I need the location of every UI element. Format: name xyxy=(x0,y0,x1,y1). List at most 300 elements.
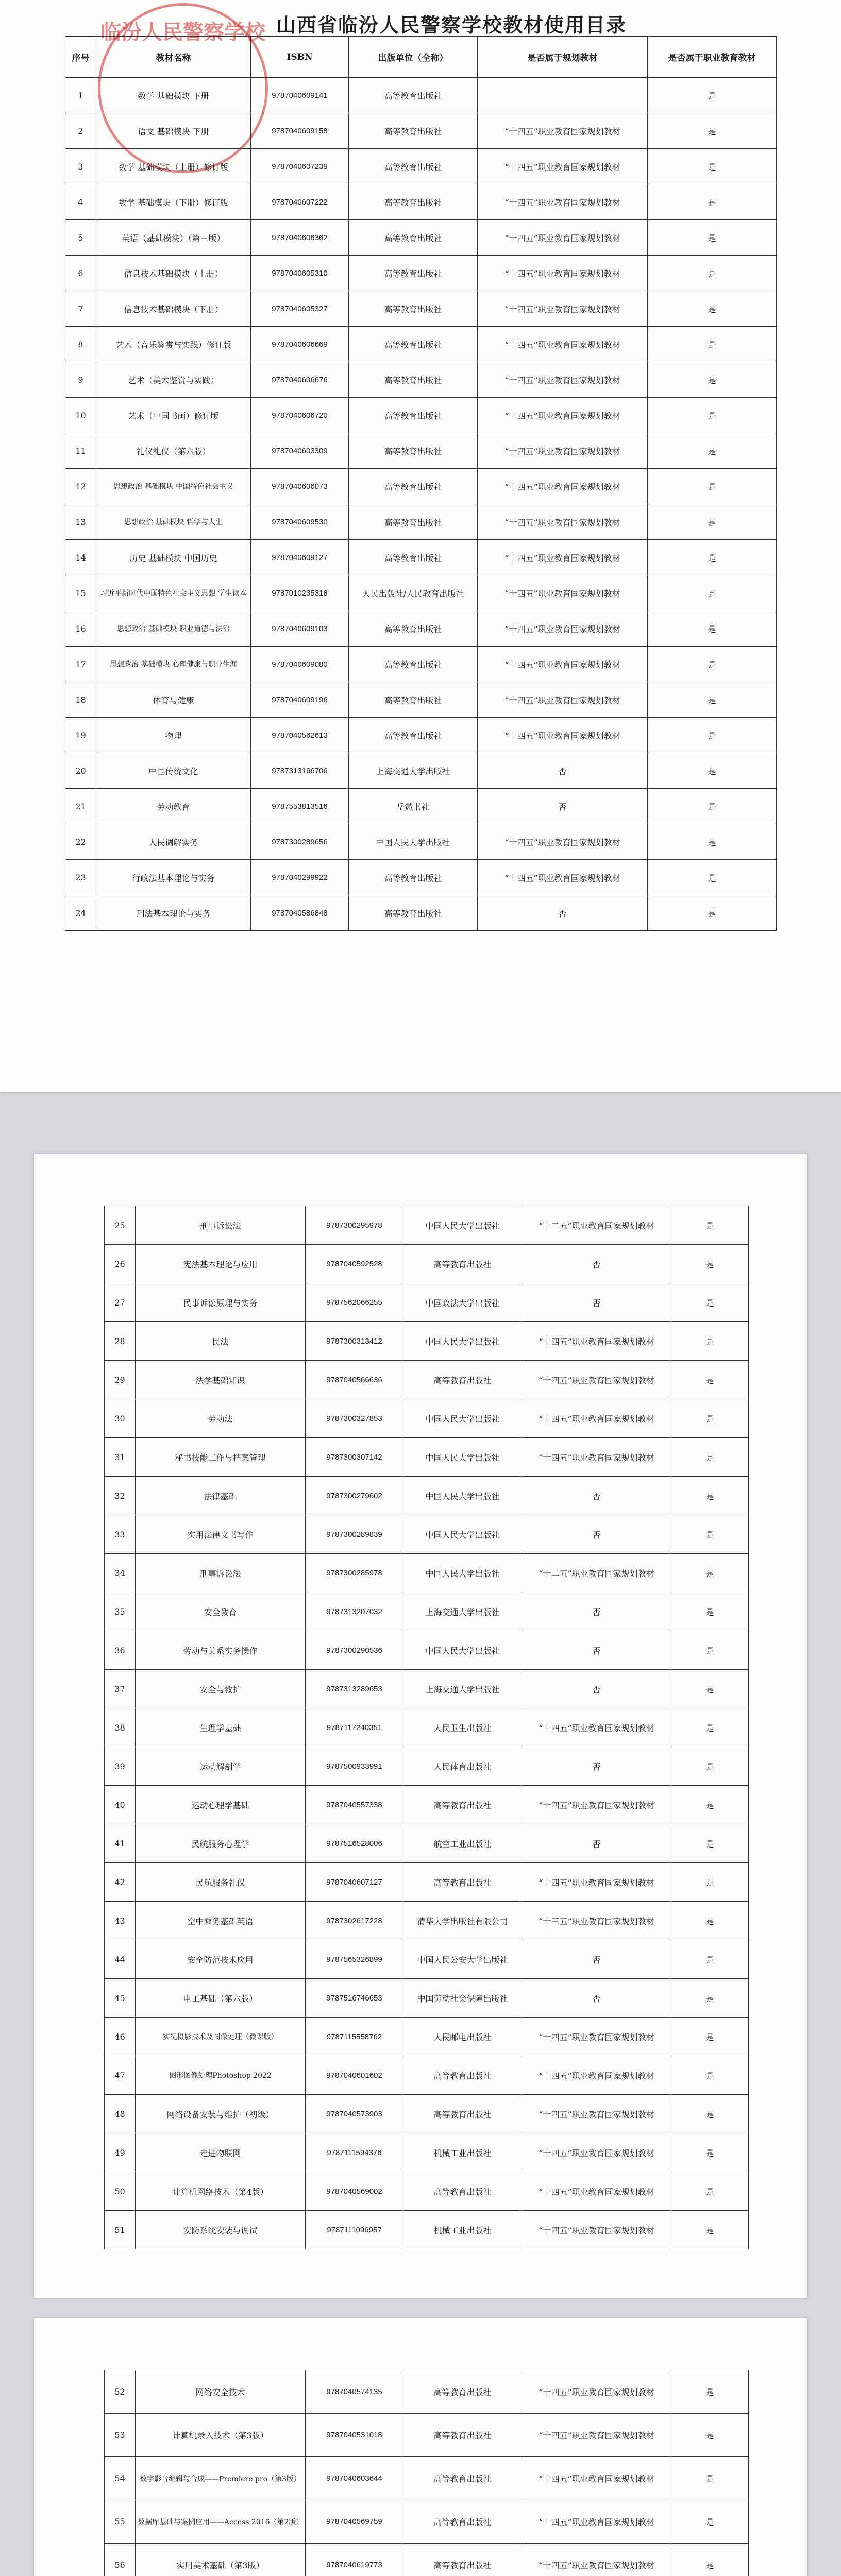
seq-cell: 48 xyxy=(105,2095,136,2133)
table-row xyxy=(105,1592,749,1631)
title-cell: 习近平新时代中国特色社会主义思想 学生读本 xyxy=(96,575,251,611)
vocational-cell: 是 xyxy=(648,611,777,647)
publisher-cell: 高等教育出版社 xyxy=(403,2457,522,2500)
vocational-cell: 是 xyxy=(648,220,777,256)
planned-textbook-cell xyxy=(478,78,648,113)
vocational-cell: 是 xyxy=(648,540,777,575)
seq-cell: 52 xyxy=(105,2370,136,2414)
isbn-cell: 9787040606362 xyxy=(251,220,349,256)
title-cell: 思想政治 基础模块 心理健康与职业生涯 xyxy=(96,647,251,682)
vocational-cell: 是 xyxy=(671,1554,749,1592)
planned-textbook-cell: 否 xyxy=(522,1283,671,1322)
isbn-cell: 9787516746653 xyxy=(306,1979,403,2018)
publisher-cell: 高等教育出版社 xyxy=(349,504,478,540)
title-cell: 民事诉讼原理与实务 xyxy=(136,1283,306,1322)
title-cell: 思想政治 基础模块 职业道德与法治 xyxy=(96,611,251,647)
title-cell: 网络设备安装与维护（初级） xyxy=(136,2095,306,2133)
seq-cell: 35 xyxy=(105,1592,136,1631)
title-cell: 图形图像处理Photoshop 2022 xyxy=(136,2056,306,2095)
table-row xyxy=(105,1515,749,1554)
table-row xyxy=(105,1747,749,1786)
title-cell: 实用法律文书写作 xyxy=(136,1515,306,1554)
planned-textbook-cell: 否 xyxy=(478,753,648,789)
table-row xyxy=(105,1438,749,1477)
table-row xyxy=(65,575,777,611)
vocational-cell: 是 xyxy=(671,1979,749,2018)
title-cell: 实况摄影技术及图像处理（微课版） xyxy=(136,2018,306,2056)
isbn-cell: 9787040609080 xyxy=(251,647,349,682)
seq-cell: 43 xyxy=(105,1902,136,1940)
seq-cell: 9 xyxy=(65,362,96,398)
table-row xyxy=(65,824,777,860)
table-header-row xyxy=(65,37,777,78)
publisher-cell: 中国人民大学出版社 xyxy=(403,1477,522,1515)
table-row xyxy=(65,611,777,647)
vocational-cell: 是 xyxy=(671,2414,749,2457)
table-row xyxy=(105,1708,749,1747)
planned-textbook-cell: “十四五”职业教育国家规划教材 xyxy=(522,2544,671,2576)
title-cell: 法律基础 xyxy=(136,1477,306,1515)
publisher-cell: 高等教育出版社 xyxy=(349,327,478,362)
planned-textbook-cell: “十四五”职业教育国家规划教材 xyxy=(478,611,648,647)
planned-textbook-cell: “十四五”职业教育国家规划教材 xyxy=(522,2457,671,2500)
publisher-cell: 高等教育出版社 xyxy=(403,2095,522,2133)
title-cell: 中国传统文化 xyxy=(96,753,251,789)
planned-textbook-cell: “十四五”职业教育国家规划教材 xyxy=(478,184,648,220)
planned-textbook-cell: 否 xyxy=(522,1979,671,2018)
publisher-cell: 航空工业出版社 xyxy=(403,1824,522,1863)
title-cell: 体育与健康 xyxy=(96,682,251,718)
seq-cell: 10 xyxy=(65,398,96,433)
title-cell: 思想政治 基础模块 中国特色社会主义 xyxy=(96,469,251,504)
table-row xyxy=(65,327,777,362)
title-cell: 民法 xyxy=(136,1322,306,1361)
table-row xyxy=(105,1554,749,1592)
publisher-cell: 中国人民大学出版社 xyxy=(403,1515,522,1554)
isbn-cell: 9787500933991 xyxy=(306,1747,403,1786)
column-header: 出版单位（全称） xyxy=(349,37,478,78)
seq-cell: 18 xyxy=(65,682,96,718)
publisher-cell: 高等教育出版社 xyxy=(349,113,478,149)
table-row xyxy=(105,2172,749,2211)
title-cell: 艺术（美术鉴赏与实践） xyxy=(96,362,251,398)
publisher-cell: 中国人民大学出版社 xyxy=(403,1554,522,1592)
isbn-cell: 9787313289653 xyxy=(306,1670,403,1708)
isbn-cell: 9787040592528 xyxy=(306,1245,403,1283)
table-row xyxy=(105,2056,749,2095)
isbn-cell: 9787302617228 xyxy=(306,1902,403,1940)
vocational-cell: 是 xyxy=(648,789,777,824)
isbn-cell: 9787300289656 xyxy=(251,824,349,860)
publisher-cell: 高等教育出版社 xyxy=(349,718,478,753)
isbn-cell: 9787040586848 xyxy=(251,895,349,931)
planned-textbook-cell: “十四五”职业教育国家规划教材 xyxy=(522,1438,671,1477)
column-header: ISBN xyxy=(251,37,349,78)
title-cell: 宪法基本理论与应用 xyxy=(136,1245,306,1283)
seq-cell: 3 xyxy=(65,149,96,184)
vocational-cell: 是 xyxy=(648,184,777,220)
publisher-cell: 人民卫生出版社 xyxy=(403,1708,522,1747)
isbn-cell: 9787040605327 xyxy=(251,291,349,327)
publisher-cell: 岳麓书社 xyxy=(349,789,478,824)
seq-cell: 49 xyxy=(105,2133,136,2172)
title-cell: 安防系统安装与调试 xyxy=(136,2211,306,2249)
seq-cell: 56 xyxy=(105,2544,136,2576)
isbn-cell: 9787040606669 xyxy=(251,327,349,362)
isbn-cell: 9787040569759 xyxy=(306,2500,403,2544)
seq-cell: 42 xyxy=(105,1863,136,1902)
seq-cell: 25 xyxy=(105,1206,136,1245)
vocational-cell: 是 xyxy=(648,647,777,682)
table-row xyxy=(105,1631,749,1670)
title-cell: 实用美术基础（第3版） xyxy=(136,2544,306,2576)
title-cell: 艺术（中国书画）修订版 xyxy=(96,398,251,433)
vocational-cell: 是 xyxy=(671,1322,749,1361)
table-row xyxy=(105,2211,749,2249)
seq-cell: 55 xyxy=(105,2500,136,2544)
vocational-cell: 是 xyxy=(671,1824,749,1863)
planned-textbook-cell: 否 xyxy=(522,1670,671,1708)
publisher-cell: 高等教育出版社 xyxy=(349,611,478,647)
isbn-cell: 9787553813516 xyxy=(251,789,349,824)
publisher-cell: 高等教育出版社 xyxy=(403,2414,522,2457)
table-row xyxy=(105,2133,749,2172)
isbn-cell: 9787040573903 xyxy=(306,2095,403,2133)
document-page-3 xyxy=(34,2318,807,2576)
planned-textbook-cell: 否 xyxy=(522,1515,671,1554)
column-header: 是否属于职业教育教材 xyxy=(648,37,777,78)
seq-cell: 31 xyxy=(105,1438,136,1477)
table-row xyxy=(105,1245,749,1283)
publisher-cell: 上海交通大学出版社 xyxy=(403,1670,522,1708)
planned-textbook-cell: “十四五”职业教育国家规划教材 xyxy=(478,327,648,362)
table-row xyxy=(65,789,777,824)
title-cell: 物理 xyxy=(96,718,251,753)
planned-textbook-cell: “十四五”职业教育国家规划教材 xyxy=(522,1361,671,1399)
seq-cell: 24 xyxy=(65,895,96,931)
seq-cell: 50 xyxy=(105,2172,136,2211)
publisher-cell: 高等教育出版社 xyxy=(349,433,478,469)
planned-textbook-cell: “十四五”职业教育国家规划教材 xyxy=(522,1786,671,1824)
planned-textbook-cell: “十四五”职业教育国家规划教材 xyxy=(522,2095,671,2133)
title-cell: 法学基础知识 xyxy=(136,1361,306,1399)
title-cell: 思想政治 基础模块 哲学与人生 xyxy=(96,504,251,540)
title-cell: 走进物联网 xyxy=(136,2133,306,2172)
isbn-cell: 9787300295978 xyxy=(306,1206,403,1245)
document-page-2 xyxy=(34,1154,807,2298)
isbn-cell: 9787040569002 xyxy=(306,2172,403,2211)
vocational-cell: 是 xyxy=(648,433,777,469)
planned-textbook-cell: “十三五”职业教育国家规划教材 xyxy=(522,1902,671,1940)
title-cell: 安全与救护 xyxy=(136,1670,306,1708)
publisher-cell: 中国人民大学出版社 xyxy=(403,1322,522,1361)
planned-textbook-cell: “十二五”职业教育国家规划教材 xyxy=(522,1206,671,1245)
title-cell: 生理学基础 xyxy=(136,1708,306,1747)
isbn-cell: 9787313207032 xyxy=(306,1592,403,1631)
table-row xyxy=(105,1940,749,1979)
table-row xyxy=(65,113,777,149)
vocational-cell: 是 xyxy=(671,2544,749,2576)
publisher-cell: 中国人民大学出版社 xyxy=(403,1438,522,1477)
vocational-cell: 是 xyxy=(671,1477,749,1515)
title-cell: 礼仪礼仪（第六版） xyxy=(96,433,251,469)
table-row xyxy=(105,1322,749,1361)
table-row xyxy=(65,469,777,504)
vocational-cell: 是 xyxy=(671,2457,749,2500)
table-row xyxy=(65,753,777,789)
textbook-table-page-2 xyxy=(104,1206,749,2249)
vocational-cell: 是 xyxy=(648,824,777,860)
seq-cell: 34 xyxy=(105,1554,136,1592)
vocational-cell: 是 xyxy=(648,362,777,398)
publisher-cell: 高等教育出版社 xyxy=(349,184,478,220)
publisher-cell: 高等教育出版社 xyxy=(349,78,478,113)
vocational-cell: 是 xyxy=(671,1786,749,1824)
isbn-cell: 9787010235318 xyxy=(251,575,349,611)
planned-textbook-cell: “十四五”职业教育国家规划教材 xyxy=(522,2500,671,2544)
publisher-cell: 高等教育出版社 xyxy=(403,1361,522,1399)
title-cell: 计算机录入技术（第3版） xyxy=(136,2414,306,2457)
planned-textbook-cell: “十四五”职业教育国家规划教材 xyxy=(478,575,648,611)
title-cell: 安全防范技术应用 xyxy=(136,1940,306,1979)
seq-cell: 54 xyxy=(105,2457,136,2500)
isbn-cell: 9787040606676 xyxy=(251,362,349,398)
planned-textbook-cell: “十四五”职业教育国家规划教材 xyxy=(478,682,648,718)
isbn-cell: 9787115558762 xyxy=(306,2018,403,2056)
vocational-cell: 是 xyxy=(671,2172,749,2211)
isbn-cell: 9787040609127 xyxy=(251,540,349,575)
isbn-cell: 9787040607239 xyxy=(251,149,349,184)
table-row xyxy=(65,682,777,718)
seq-cell: 30 xyxy=(105,1399,136,1438)
publisher-cell: 中国劳动社会保障出版社 xyxy=(403,1979,522,2018)
document-page-1 xyxy=(0,0,841,1092)
planned-textbook-cell: “十四五”职业教育国家规划教材 xyxy=(522,2018,671,2056)
isbn-cell: 9787040619773 xyxy=(306,2544,403,2576)
planned-textbook-cell: “十四五”职业教育国家规划教材 xyxy=(478,256,648,291)
publisher-cell: 高等教育出版社 xyxy=(349,398,478,433)
planned-textbook-cell: 否 xyxy=(522,1592,671,1631)
column-header: 序号 xyxy=(65,37,96,78)
table-row xyxy=(65,504,777,540)
seq-cell: 1 xyxy=(65,78,96,113)
title-cell: 数字影音编辑与合成——Premiere pro（第3版） xyxy=(136,2457,306,2500)
isbn-cell: 9787040609196 xyxy=(251,682,349,718)
table-row xyxy=(65,149,777,184)
vocational-cell: 是 xyxy=(671,1863,749,1902)
vocational-cell: 是 xyxy=(648,291,777,327)
vocational-cell: 是 xyxy=(648,327,777,362)
vocational-cell: 是 xyxy=(671,1361,749,1399)
planned-textbook-cell: “十四五”职业教育国家规划教材 xyxy=(478,540,648,575)
table-row xyxy=(105,2370,749,2414)
isbn-cell: 9787040557338 xyxy=(306,1786,403,1824)
vocational-cell: 是 xyxy=(671,1670,749,1708)
isbn-cell: 9787040606720 xyxy=(251,398,349,433)
planned-textbook-cell: “十四五”职业教育国家规划教材 xyxy=(478,647,648,682)
publisher-cell: 高等教育出版社 xyxy=(349,220,478,256)
title-cell: 数学 基础模块（下册）修订版 xyxy=(96,184,251,220)
planned-textbook-cell: 否 xyxy=(522,1245,671,1283)
table-row xyxy=(65,433,777,469)
title-cell: 劳动法 xyxy=(136,1399,306,1438)
publisher-cell: 高等教育出版社 xyxy=(349,860,478,895)
isbn-cell: 9787300307142 xyxy=(306,1438,403,1477)
publisher-cell: 中国人民大学出版社 xyxy=(403,1206,522,1245)
isbn-cell: 9787117240351 xyxy=(306,1708,403,1747)
planned-textbook-cell: “十四五”职业教育国家规划教材 xyxy=(478,291,648,327)
table-row xyxy=(105,2500,749,2544)
seq-cell: 53 xyxy=(105,2414,136,2457)
seq-cell: 6 xyxy=(65,256,96,291)
seq-cell: 4 xyxy=(65,184,96,220)
seq-cell: 17 xyxy=(65,647,96,682)
isbn-cell: 9787040603309 xyxy=(251,433,349,469)
table-row xyxy=(105,1477,749,1515)
isbn-cell: 9787040609103 xyxy=(251,611,349,647)
isbn-cell: 9787565326899 xyxy=(306,1940,403,1979)
planned-textbook-cell: “十四五”职业教育国家规划教材 xyxy=(522,1863,671,1902)
isbn-cell: 9787300327853 xyxy=(306,1399,403,1438)
title-cell: 刑法基本理论与实务 xyxy=(96,895,251,931)
seq-cell: 44 xyxy=(105,1940,136,1979)
publisher-cell: 上海交通大学出版社 xyxy=(349,753,478,789)
seq-cell: 47 xyxy=(105,2056,136,2095)
publisher-cell: 中国人民大学出版社 xyxy=(403,1631,522,1670)
publisher-cell: 高等教育出版社 xyxy=(349,682,478,718)
isbn-cell: 9787300290536 xyxy=(306,1631,403,1670)
seq-cell: 5 xyxy=(65,220,96,256)
page-title: 山西省临汾人民警察学校教材使用目录 xyxy=(276,13,627,37)
title-cell: 艺术（音乐鉴赏与实践）修订版 xyxy=(96,327,251,362)
isbn-cell: 9787516528006 xyxy=(306,1824,403,1863)
planned-textbook-cell: “十四五”职业教育国家规划教材 xyxy=(478,504,648,540)
publisher-cell: 清华大学出版社有限公司 xyxy=(403,1902,522,1940)
planned-textbook-cell: “十四五”职业教育国家规划教材 xyxy=(478,113,648,149)
table-row xyxy=(65,540,777,575)
publisher-cell: 中国人民大学出版社 xyxy=(403,1399,522,1438)
table-row xyxy=(105,2544,749,2576)
title-cell: 语文 基础模块 下册 xyxy=(96,113,251,149)
seq-cell: 29 xyxy=(105,1361,136,1399)
seq-cell: 39 xyxy=(105,1747,136,1786)
isbn-cell: 9787040606073 xyxy=(251,469,349,504)
publisher-cell: 人民邮电出版社 xyxy=(403,2018,522,2056)
planned-textbook-cell: “十四五”职业教育国家规划教材 xyxy=(522,2414,671,2457)
table-row xyxy=(65,860,777,895)
isbn-cell: 9787313166706 xyxy=(251,753,349,789)
planned-textbook-cell: “十四五”职业教育国家规划教材 xyxy=(478,362,648,398)
title-cell: 信息技术基础模块（上册） xyxy=(96,256,251,291)
column-header: 是否属于规划教材 xyxy=(478,37,648,78)
vocational-cell: 是 xyxy=(671,1592,749,1631)
publisher-cell: 高等教育出版社 xyxy=(349,362,478,398)
vocational-cell: 是 xyxy=(648,504,777,540)
isbn-cell: 9787300279602 xyxy=(306,1477,403,1515)
seq-cell: 38 xyxy=(105,1708,136,1747)
planned-textbook-cell: “十四五”职业教育国家规划教材 xyxy=(478,398,648,433)
publisher-cell: 中国人民大学出版社 xyxy=(349,824,478,860)
seq-cell: 26 xyxy=(105,1245,136,1283)
planned-textbook-cell: “十四五”职业教育国家规划教材 xyxy=(522,2370,671,2414)
seq-cell: 12 xyxy=(65,469,96,504)
title-cell: 运动解剖学 xyxy=(136,1747,306,1786)
vocational-cell: 是 xyxy=(648,149,777,184)
table-row xyxy=(105,2095,749,2133)
table-row xyxy=(105,1786,749,1824)
publisher-cell: 机械工业出版社 xyxy=(403,2211,522,2249)
publisher-cell: 高等教育出版社 xyxy=(403,1245,522,1283)
table-row xyxy=(105,1206,749,1245)
seq-cell: 33 xyxy=(105,1515,136,1554)
planned-textbook-cell: “十四五”职业教育国家规划教材 xyxy=(522,1322,671,1361)
vocational-cell: 是 xyxy=(648,256,777,291)
vocational-cell: 是 xyxy=(648,78,777,113)
vocational-cell: 是 xyxy=(671,2095,749,2133)
vocational-cell: 是 xyxy=(648,860,777,895)
seq-cell: 8 xyxy=(65,327,96,362)
publisher-cell: 高等教育出版社 xyxy=(403,2172,522,2211)
table-row xyxy=(65,184,777,220)
planned-textbook-cell: 否 xyxy=(522,1631,671,1670)
seq-cell: 36 xyxy=(105,1631,136,1670)
vocational-cell: 是 xyxy=(671,2018,749,2056)
vocational-cell: 是 xyxy=(671,1515,749,1554)
textbook-table-page-3 xyxy=(104,2370,749,2576)
seq-cell: 14 xyxy=(65,540,96,575)
isbn-cell: 9787040299922 xyxy=(251,860,349,895)
table-row xyxy=(65,718,777,753)
title-cell: 刑事诉讼法 xyxy=(136,1206,306,1245)
planned-textbook-cell: “十四五”职业教育国家规划教材 xyxy=(522,2133,671,2172)
publisher-cell: 高等教育出版社 xyxy=(403,1786,522,1824)
seq-cell: 32 xyxy=(105,1477,136,1515)
vocational-cell: 是 xyxy=(671,1747,749,1786)
title-cell: 运动心理学基础 xyxy=(136,1786,306,1824)
planned-textbook-cell: “十四五”职业教育国家规划教材 xyxy=(478,860,648,895)
table-row xyxy=(105,2018,749,2056)
title-cell: 行政法基本理论与实务 xyxy=(96,860,251,895)
publisher-cell: 高等教育出版社 xyxy=(349,291,478,327)
title-cell: 刑事诉讼法 xyxy=(136,1554,306,1592)
publisher-cell: 人民体育出版社 xyxy=(403,1747,522,1786)
textbook-table-page-1 xyxy=(65,36,777,931)
table-row xyxy=(105,2457,749,2500)
column-header: 教材名称 xyxy=(96,37,251,78)
seq-cell: 2 xyxy=(65,113,96,149)
title-cell: 数据库基础与案例应用——Access 2016（第2版） xyxy=(136,2500,306,2544)
vocational-cell: 是 xyxy=(671,1283,749,1322)
title-cell: 电工基础（第六版） xyxy=(136,1979,306,2018)
vocational-cell: 是 xyxy=(648,682,777,718)
seq-cell: 19 xyxy=(65,718,96,753)
vocational-cell: 是 xyxy=(671,1631,749,1670)
seq-cell: 23 xyxy=(65,860,96,895)
publisher-cell: 人民出版社/人民教育出版社 xyxy=(349,575,478,611)
vocational-cell: 是 xyxy=(671,2056,749,2095)
isbn-cell: 9787040609158 xyxy=(251,113,349,149)
planned-textbook-cell: “十四五”职业教育国家规划教材 xyxy=(522,1399,671,1438)
title-cell: 空中乘务基础英语 xyxy=(136,1902,306,1940)
vocational-cell: 是 xyxy=(671,1940,749,1979)
isbn-cell: 9787040531018 xyxy=(306,2414,403,2457)
isbn-cell: 9787111594376 xyxy=(306,2133,403,2172)
seq-cell: 22 xyxy=(65,824,96,860)
planned-textbook-cell: “十二五”职业教育国家规划教材 xyxy=(522,1554,671,1592)
publisher-cell: 高等教育出版社 xyxy=(349,895,478,931)
table-row xyxy=(105,1283,749,1322)
isbn-cell: 9787300313412 xyxy=(306,1322,403,1361)
